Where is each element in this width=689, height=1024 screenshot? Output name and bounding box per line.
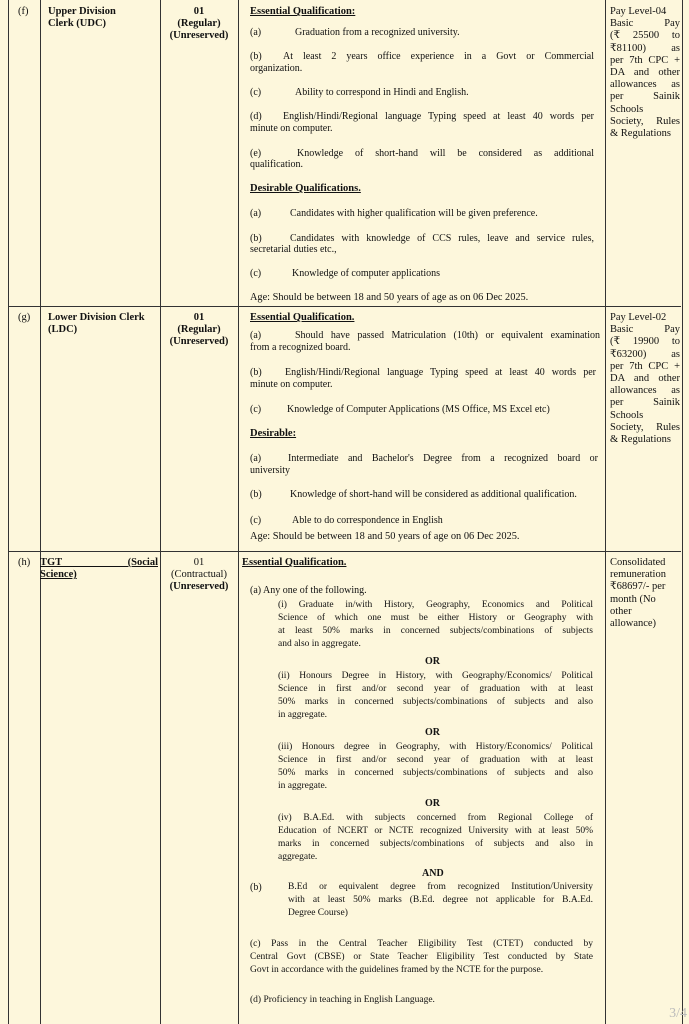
row-g-post-title: Lower Division Clerk: [48, 312, 145, 323]
row-g-item-a-text-2: from a recognized board.: [250, 342, 351, 353]
column-divider-post: [160, 0, 161, 1024]
row-h-option-3: [278, 741, 593, 793]
row-f-desirable-a-text: Candidates with higher qualification will be given preference.: [290, 208, 538, 219]
row-h-c-line-2: Central Govt (CBSE) or State Teacher Eligibility Test conducted by State: [250, 952, 593, 962]
row-g-desirable-a-text-2: university: [250, 465, 290, 476]
row-h-pay-2: remuneration: [610, 569, 666, 581]
row-f-essential-heading: Essential Qualification:: [250, 6, 356, 17]
row-h-option-4-line-3: marks in concerned subjects/combinations of subjects and also in: [278, 839, 593, 849]
row-h-and: AND: [422, 868, 444, 879]
page-number: 3/4: [669, 1006, 687, 1021]
row-f-post-title: Upper Division: [48, 6, 116, 17]
row-h-pay-3: ₹68697/- per: [610, 581, 666, 593]
row-g-pay-10: Society, Rules: [610, 421, 680, 433]
row-f-pay-11: & Regulations: [610, 128, 671, 140]
row-g-item-c-text: Knowledge of Computer Applications (MS Office, MS Excel etc): [287, 404, 550, 415]
row-g-essential-heading: Essential Qualification.: [250, 312, 355, 323]
table-border-left: [8, 0, 9, 1024]
row-h-d-line: (d) Proficiency in teaching in English Language.: [250, 995, 435, 1005]
row-f-item-d-label: (d): [250, 111, 262, 122]
row-h-pay: [610, 557, 682, 630]
row-f-item-c-text: Ability to correspond in Hindi and English.: [295, 87, 469, 98]
row-f-pay-7: allowances as: [610, 79, 680, 91]
row-f-serial: (f): [18, 6, 29, 17]
row-f-item-e-text: Knowledge of short-hand will be considered as additional: [297, 148, 594, 159]
row-h-option-1-line-4: and also in aggregate.: [278, 639, 361, 649]
row-g-type: (Regular): [177, 324, 221, 335]
row-g-pay-6: DA and other: [610, 373, 680, 385]
row-g-item-c-label: (c): [250, 404, 262, 415]
row-f-desirable-a-label: (a): [250, 208, 262, 219]
row-g-item-b-text-2: minute on computer.: [250, 379, 333, 390]
row-f-item-b-text-2: organization.: [250, 63, 303, 74]
row-h-c-line-1: (c) Pass in the Central Teacher Eligibility Test (CTET) conducted by: [250, 939, 593, 949]
row-g-desirable-heading: Desirable:: [250, 428, 297, 439]
row-divider-gh: [8, 551, 681, 552]
row-f-age: Age: Should be between 18 and 50 years of age as on 06 Dec 2025.: [250, 292, 529, 303]
row-f-item-e-text-2: qualification.: [250, 159, 304, 170]
row-f-pay-5: per 7th CPC +: [610, 54, 680, 66]
row-h-option-4-line-2: Education of NCERT or NCTE recognized University with at least 50%: [278, 826, 593, 836]
row-h-b-line-1: B.Ed or equivalent degree from recognized Institution/University: [288, 882, 593, 892]
row-h-option-1-line-1: (i) Graduate in/with History, Geography, Economics and Political: [278, 600, 593, 610]
row-g-age: Age: Should be between 18 and 50 years of age on 06 Dec 2025.: [250, 531, 520, 542]
row-f-item-b-text: At least 2 years office experience in a Govt or Commercial: [283, 51, 594, 62]
row-h-b-block: [288, 881, 593, 920]
row-h-b-line-3: Degree Course): [288, 908, 348, 918]
row-f-pay-10: Society, Rules: [610, 115, 680, 127]
row-h-option-3-line-4: in aggregate.: [278, 781, 328, 791]
table-border-right: [682, 0, 683, 1024]
column-divider-qualification: [605, 0, 606, 1024]
row-f-desirable-b-text: Candidates with knowledge of CCS rules, leave and service rules,: [290, 233, 594, 244]
row-g-item-a-label: (a): [250, 330, 262, 341]
row-h-option-2-line-4: in aggregate.: [278, 710, 328, 720]
row-f-item-c-label: (c): [250, 87, 262, 98]
row-g-pay-3: (₹ 19900 to: [610, 336, 680, 348]
row-h-option-4-line-4: aggregate.: [278, 852, 318, 862]
row-h-c-block: [250, 938, 593, 977]
row-g-item-a-text: Should have passed Matriculation (10th) or equivalent examination: [295, 330, 600, 341]
row-h-b-label: (b): [250, 882, 262, 893]
row-h-pay-4: month (No: [610, 593, 656, 605]
row-g-category: (Unreserved): [169, 336, 229, 347]
row-h-post-title-2: Science): [40, 569, 77, 580]
row-g-item-b-label: (b): [250, 367, 262, 378]
row-g-pay-2: Basic Pay: [610, 324, 680, 336]
row-f-post-title-2: Clerk (UDC): [48, 18, 107, 29]
row-h-count: 01: [193, 557, 205, 568]
row-h-or-1: OR: [425, 656, 440, 667]
row-f-category: (Unreserved): [169, 30, 229, 41]
row-h-option-3-line-2: Science in first and/or second year of graduation with at least: [278, 755, 593, 765]
row-f-item-e-label: (e): [250, 148, 262, 159]
row-f-pay-2: Basic Pay: [610, 18, 680, 30]
row-h-option-2-line-2: Science in first and/or second year of graduation with at least: [278, 684, 593, 694]
row-f-pay-1: Pay Level-04: [610, 6, 667, 17]
row-f-type: (Regular): [177, 18, 221, 29]
row-f-desirable-b-text-2: secretarial duties etc.,: [250, 244, 337, 255]
row-f-item-d-text-2: minute on computer.: [250, 123, 333, 134]
row-f-desirable-c-text: Knowledge of computer applications: [292, 268, 441, 279]
column-divider-count: [238, 0, 239, 1024]
row-g-pay: [610, 312, 680, 446]
row-g-desirable-b-text: Knowledge of short-hand will be considered as additional qualification.: [290, 489, 577, 500]
row-h-or-2: OR: [425, 727, 440, 738]
row-f-desirable-b-label: (b): [250, 233, 262, 244]
row-f-desirable-heading: Desirable Qualifications.: [250, 183, 361, 194]
row-f-pay-3: (₹ 25500 to: [610, 30, 680, 42]
row-f-count: 01: [193, 6, 205, 17]
row-g-pay-4: ₹63200) as: [610, 348, 680, 360]
row-g-count: 01: [193, 312, 205, 323]
row-h-essential-heading: Essential Qualification.: [242, 557, 347, 568]
row-f-pay-6: DA and other: [610, 67, 680, 79]
row-h-option-2-line-3: 50% marks in concerned subjects/combinations of subjects and also: [278, 697, 593, 707]
row-h-pay-6: allowance): [610, 618, 657, 630]
row-g-pay-9: Schools: [610, 409, 644, 421]
row-f-pay-9: Schools: [610, 103, 644, 115]
row-h-b-line-2: with at least 50% marks (B.Ed. degree not applicable for B.A.Ed.: [288, 895, 593, 905]
row-g-item-b-text: English/Hindi/Regional language Typing speed at least 40 words per: [285, 367, 596, 378]
row-g-desirable-b-label: (b): [250, 489, 262, 500]
row-g-desirable-c-text: Able to do correspondence in English: [292, 515, 443, 526]
row-h-option-2: [278, 670, 593, 722]
row-f-item-a-label: (a): [250, 27, 262, 38]
row-h-option-3-line-3: 50% marks in concerned subjects/combinations of subjects and also: [278, 768, 593, 778]
row-f-desirable-c-label: (c): [250, 268, 262, 279]
row-g-pay-1: Pay Level-02: [610, 312, 667, 323]
row-h-option-2-line-1: (ii) Honours Degree in History, with Geography/Economics/ Political: [278, 671, 593, 681]
row-h-pay-5: other: [610, 605, 632, 617]
row-g-serial: (g): [18, 312, 31, 323]
row-g-pay-11: & Regulations: [610, 434, 671, 446]
row-g-desirable-a-text: Intermediate and Bachelor's Degree from a recognized board or: [288, 453, 598, 464]
row-h-option-1-line-3: at least 50% marks in concerned subjects/combinations of subjects: [278, 626, 593, 636]
column-divider-sn: [40, 0, 41, 1024]
row-h-option-4-line-1: (iv) B.A.Ed. with subjects concerned from Regional College of: [278, 813, 593, 823]
row-g-post-title-2: (LDC): [48, 324, 78, 335]
row-h-option-1-line-2: Science of which one must be either History or Geography with: [278, 613, 593, 623]
row-divider-fg: [8, 306, 681, 307]
row-h-c-line-3: Govt in accordance with the guidelines framed by the NCTE for the purpose.: [250, 965, 544, 975]
row-h-or-3: OR: [425, 798, 440, 809]
row-f-pay: [610, 6, 680, 140]
row-h-option-1: [278, 599, 593, 651]
row-g-desirable-c-label: (c): [250, 515, 262, 526]
row-h-category: (Unreserved): [169, 581, 229, 592]
row-h-post-title: TGT (Social: [40, 557, 158, 568]
row-h-intro: (a) Any one of the following.: [250, 585, 367, 596]
row-h-pay-1: Consolidated: [610, 557, 666, 568]
row-f-item-b-label: (b): [250, 51, 262, 62]
row-h-serial: (h): [18, 557, 31, 568]
row-g-desirable-a-label: (a): [250, 453, 262, 464]
row-g-pay-5: per 7th CPC +: [610, 360, 680, 372]
row-h-option-3-line-1: (iii) Honours degree in Geography, with History/Economics/ Political: [278, 742, 593, 752]
row-h-option-4: [278, 812, 593, 864]
row-g-pay-8: per Sainik: [610, 397, 680, 409]
row-g-pay-7: allowances as: [610, 385, 680, 397]
row-f-item-d-text: English/Hindi/Regional language Typing speed at least 40 words per: [283, 111, 594, 122]
row-h-type: (Contractual): [171, 569, 227, 580]
row-f-pay-8: per Sainik: [610, 91, 680, 103]
row-f-pay-4: ₹81100) as: [610, 42, 680, 54]
row-f-item-a-text: Graduation from a recognized university.: [295, 27, 460, 38]
